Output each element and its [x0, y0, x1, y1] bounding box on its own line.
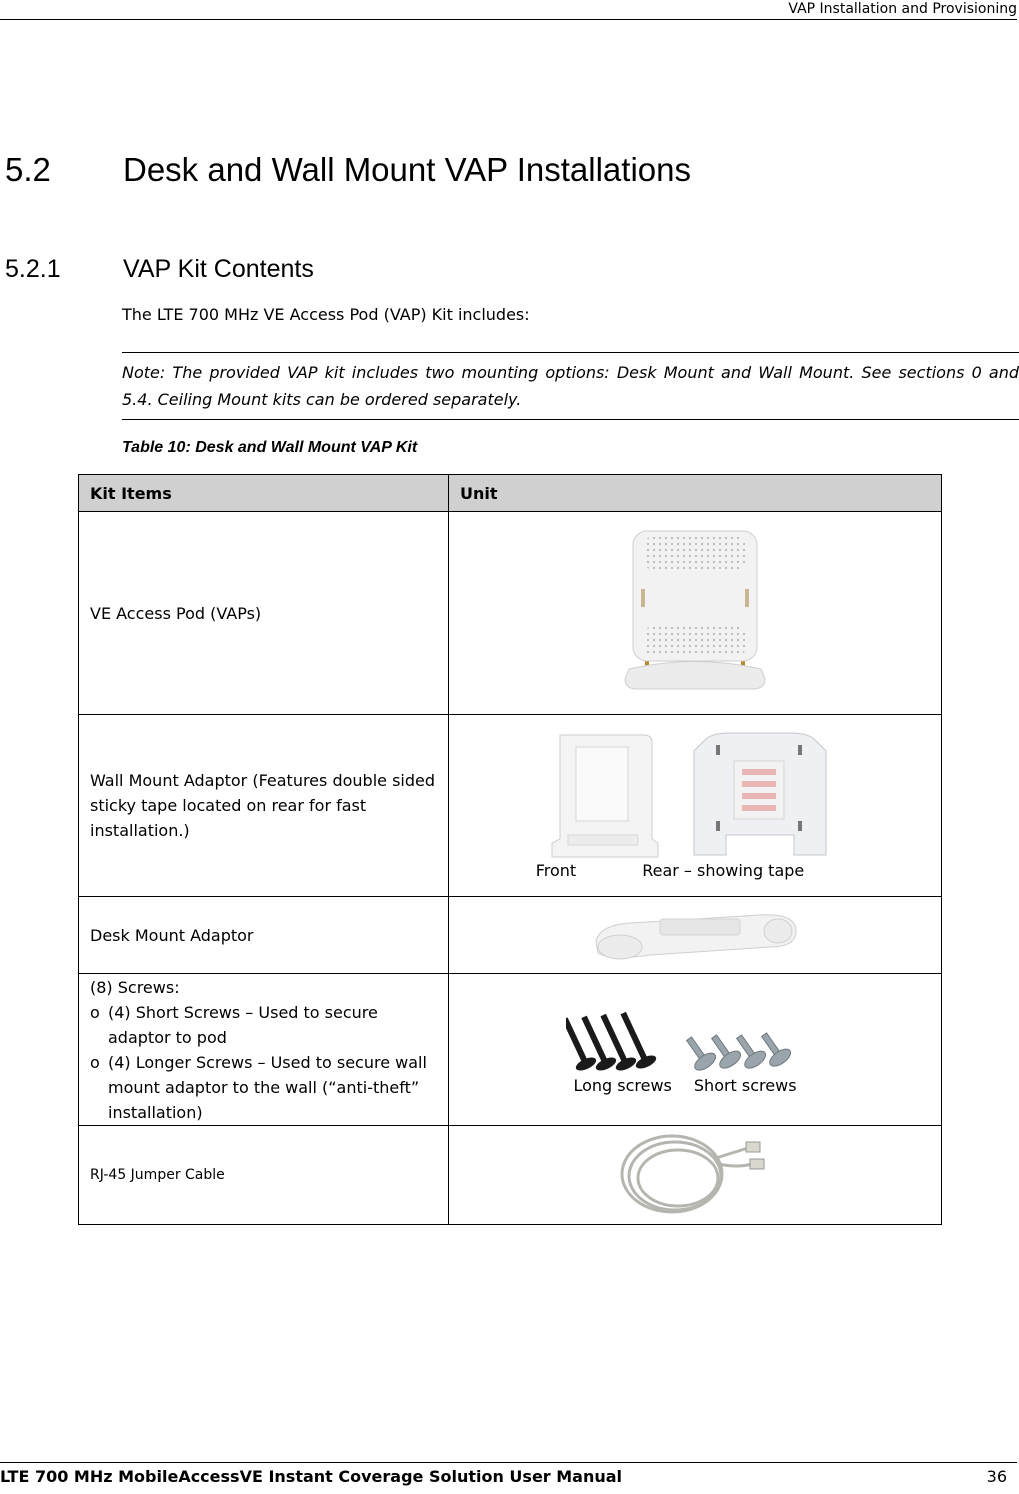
short-screws-image [684, 1004, 804, 1076]
page-number: 36 [986, 1467, 1007, 1486]
table-row [79, 715, 942, 897]
kit-item-rj45-cable: RJ-45 Jumper Cable [90, 1166, 225, 1183]
vap-device-image [615, 529, 775, 694]
desk-mount-image [590, 901, 800, 965]
kit-item-cell [79, 1126, 449, 1225]
list-item [90, 1050, 437, 1125]
section-title: Desk and Wall Mount VAP Installations [123, 151, 691, 188]
screws-images [429, 1004, 941, 1076]
note-text: Note: The provided VAP kit includes two mounting options: Desk Mount and Wall Mount. See sections 0 and 5.4. Ceiling Mount kits can be ordered separately. [122, 363, 1019, 409]
subsection-title: VAP Kit Contents [123, 255, 314, 283]
bullet-text: (4) Short Screws – Used to secure adaptor to pod [108, 1002, 378, 1047]
unit-image-cell [449, 715, 942, 897]
wall-mount-front-image [550, 731, 660, 861]
table-caption: Table 10: Desk and Wall Mount VAP Kit [122, 439, 418, 456]
bullet-text: (4) Longer Screws – Used to secure wall mount adaptor to the wall (“anti-theft” installation) [108, 1052, 427, 1122]
bullet-marker: o [90, 1002, 100, 1022]
label-rear: Rear – showing tape [642, 861, 805, 880]
unit-image-cell [449, 1126, 942, 1225]
wall-mount-rear-image [690, 731, 830, 861]
note-box [122, 352, 1019, 420]
wall-mount-images [439, 731, 941, 861]
running-header-title: VAP Installation and Provisioning [788, 1, 1017, 17]
kit-item-cell [79, 897, 449, 974]
screws-title: (8) Screws: [90, 977, 180, 997]
subsection-heading [5, 255, 314, 284]
kit-item-desk-mount: Desk Mount Adaptor [90, 925, 254, 945]
kit-item-cell [79, 512, 449, 715]
kit-table [78, 474, 942, 1225]
label-long-screws: Long screws [573, 1076, 672, 1095]
long-screws-image [566, 1004, 666, 1076]
label-front: Front [535, 861, 577, 880]
table-header-row [79, 475, 942, 512]
column-header-unit: Unit [449, 475, 942, 512]
kit-item-cell [79, 974, 449, 1126]
kit-item-vap: VE Access Pod (VAPs) [90, 603, 262, 623]
table-row [79, 974, 942, 1126]
column-header-kit-items: Kit Items [79, 475, 449, 512]
wall-mount-image-labels [399, 861, 941, 880]
bullet-marker: o [90, 1052, 100, 1072]
table-row [79, 512, 942, 715]
list-item [90, 1000, 437, 1050]
running-header [0, 0, 1017, 20]
label-short-screws: Short screws [693, 1076, 797, 1095]
screws-image-labels [429, 1076, 941, 1095]
footer-title: LTE 700 MHz MobileAccessVE Instant Coverage Solution User Manual [0, 1467, 623, 1486]
section-number: 5.2 [5, 151, 51, 188]
table-row [79, 1126, 942, 1225]
page-footer [0, 1462, 1017, 1486]
rj45-cable-image [620, 1128, 770, 1218]
kit-item-cell [79, 715, 449, 897]
section-heading [5, 151, 691, 189]
unit-image-cell [449, 974, 942, 1126]
unit-image-cell [449, 512, 942, 715]
unit-image-cell [449, 897, 942, 974]
kit-item-screws [90, 975, 437, 1125]
kit-item-wall-mount: Wall Mount Adaptor (Features double sided sticky tape located on rear for fast installation.) [90, 771, 435, 840]
intro-paragraph: The LTE 700 MHz VE Access Pod (VAP) Kit includes: [122, 305, 530, 324]
subsection-number: 5.2.1 [5, 255, 61, 283]
table-row [79, 897, 942, 974]
